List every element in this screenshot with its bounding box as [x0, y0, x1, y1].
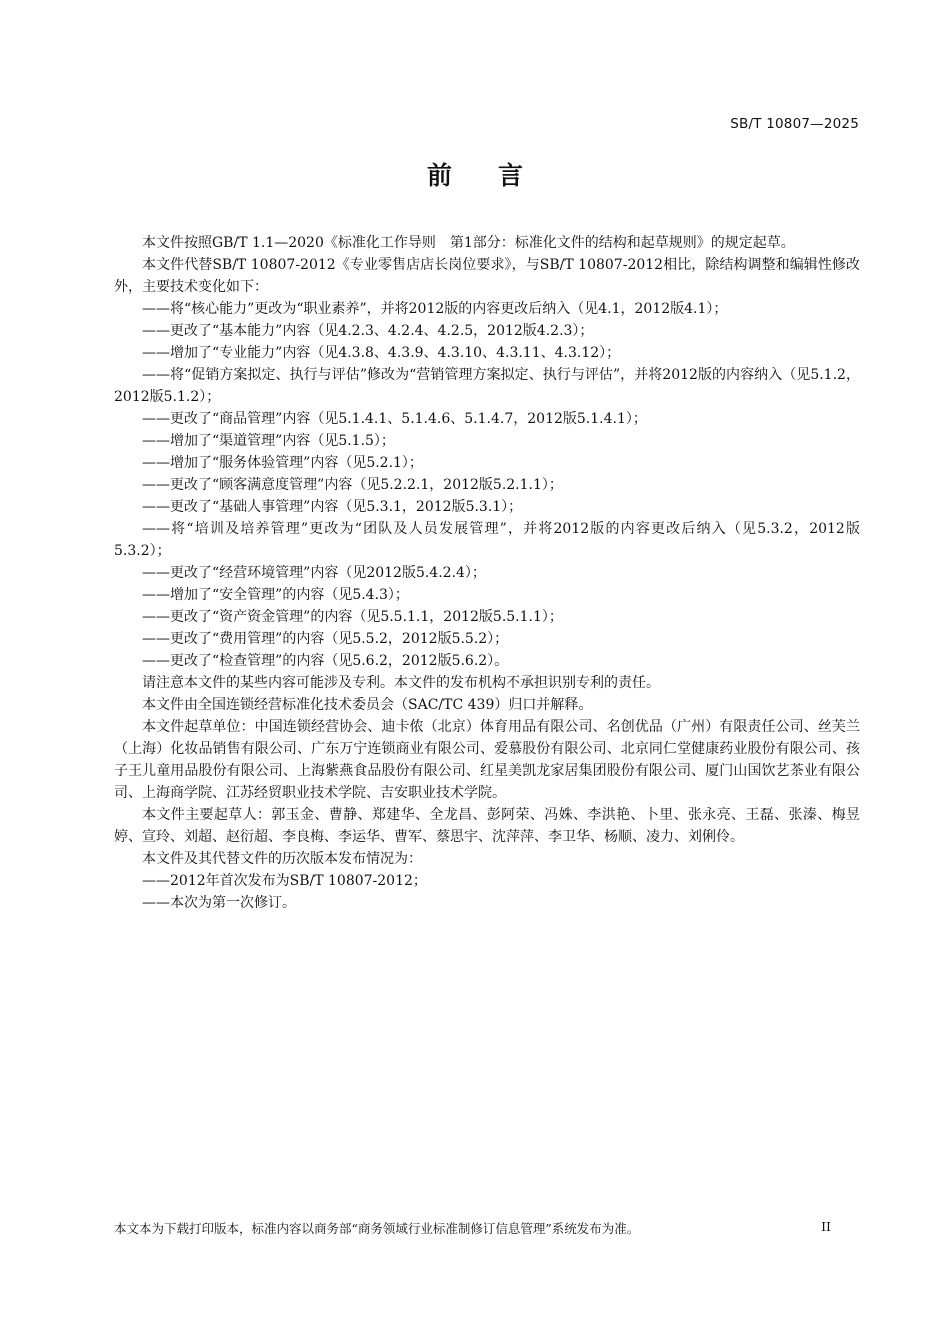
- change-item: ——增加了“渠道管理”内容（见5.1.5）；: [142, 433, 395, 449]
- history-intro: 本文件及其代替文件的历次版本发布情况为：: [142, 851, 422, 867]
- foreword-body: [114, 232, 860, 914]
- main-drafters: 本文件主要起草人：郭玉金、曹静、郑建华、全龙昌、彭阿荣、冯姝、李洪艳、卜里、张永亮、王磊、张溱、梅昱婷、宣玲、刘超、赵衍超、李良梅、李运华、曹军、蔡思宇、沈萍萍、李卫华、杨顺、凌力、刘俐伶。: [114, 807, 860, 845]
- change-item: ——将“培训及培养管理”更改为“团队及人员发展管理”，并将2012版的内容更改后纳入（见5.3.2，2012版5.3.2）；: [114, 521, 860, 559]
- change-item: ——增加了“安全管理”的内容（见5.4.3）；: [142, 587, 409, 603]
- change-item: ——更改了“商品管理”内容（见5.1.4.1、5.1.4.6、5.1.4.7，2012版5.1.4.1）；: [142, 411, 647, 427]
- drafting-units: 本文件起草单位：中国连锁经营协会、迪卡侬（北京）体育用品有限公司、名创优品（广州）有限责任公司、丝芙兰（上海）化妆品销售有限公司、广东万宁连锁商业有限公司、爱慕股份有限公司、北京同仁堂健康药业股份有限公司、孩子王儿童用品股份有限公司、上海紫燕食品股份有限公司、红星美凯龙家居集团股份有限公司、厦门山国饮艺茶业有限公司、上海商学院、江苏经贸职业技术学院、吉安职业技术学院。: [114, 719, 860, 801]
- change-item: ——更改了“资产资金管理”的内容（见5.5.1.1，2012版5.5.1.1）；: [142, 609, 563, 625]
- paragraph-drafting-rules: 本文件按照GB/T 1.1—2020《标准化工作导则 第1部分：标准化文件的结构和起草规则》的规定起草。: [142, 235, 795, 251]
- change-item: ——增加了“服务体验管理”内容（见5.2.1）；: [142, 455, 423, 471]
- paragraph-replacement: 本文件代替SB/T 10807-2012《专业零售店店长岗位要求》，与SB/T 10807-2012相比，除结构调整和编辑性修改外，主要技术变化如下：: [114, 257, 860, 295]
- change-item: ——更改了“费用管理”的内容（见5.5.2，2012版5.5.2）；: [142, 631, 509, 647]
- change-item: ——将“促销方案拟定、执行与评估”修改为“营销管理方案拟定、执行与评估”，并将2012版的内容纳入（见5.1.2，2012版5.1.2）；: [114, 367, 860, 405]
- document-code: SB/T 10807—2025: [730, 116, 859, 132]
- footer-note: 本文本为下载打印版本，标准内容以商务部“商务领域行业标准制修订信息管理”系统发布为准。: [114, 1221, 640, 1236]
- change-item: ——更改了“经营环境管理”内容（见2012版5.4.2.4）；: [142, 565, 486, 581]
- committee-statement: 本文件由全国连锁经营标准化技术委员会（SAC/TC 439）归口并解释。: [142, 697, 593, 713]
- change-item: ——将“核心能力”更改为“职业素养”，并将2012版的内容更改后纳入（见4.1，2012版4.1）；: [142, 301, 728, 317]
- history-item: ——本次为第一次修订。: [142, 895, 296, 911]
- change-item: ——更改了“基础人事管理”内容（见5.3.1，2012版5.3.1）；: [142, 499, 523, 515]
- change-item: ——更改了“基本能力”内容（见4.2.3、4.2.4、4.2.5，2012版4.2.3）；: [142, 323, 594, 339]
- change-item: ——更改了“顾客满意度管理”内容（见5.2.2.1，2012版5.2.1.1）；: [142, 477, 563, 493]
- history-item: ——2012年首次发布为SB/T 10807-2012；: [142, 873, 427, 889]
- page-title: 前言: [426, 161, 569, 190]
- change-item: ——增加了“专业能力”内容（见4.3.8、4.3.9、4.3.10、4.3.11、4.3.12）；: [142, 345, 621, 361]
- change-item: ——更改了“检查管理”的内容（见5.6.2，2012版5.6.2）。: [142, 653, 509, 669]
- patent-notice: 请注意本文件的某些内容可能涉及专利。本文件的发布机构不承担识别专利的责任。: [142, 675, 660, 691]
- page-number: II: [821, 1219, 831, 1234]
